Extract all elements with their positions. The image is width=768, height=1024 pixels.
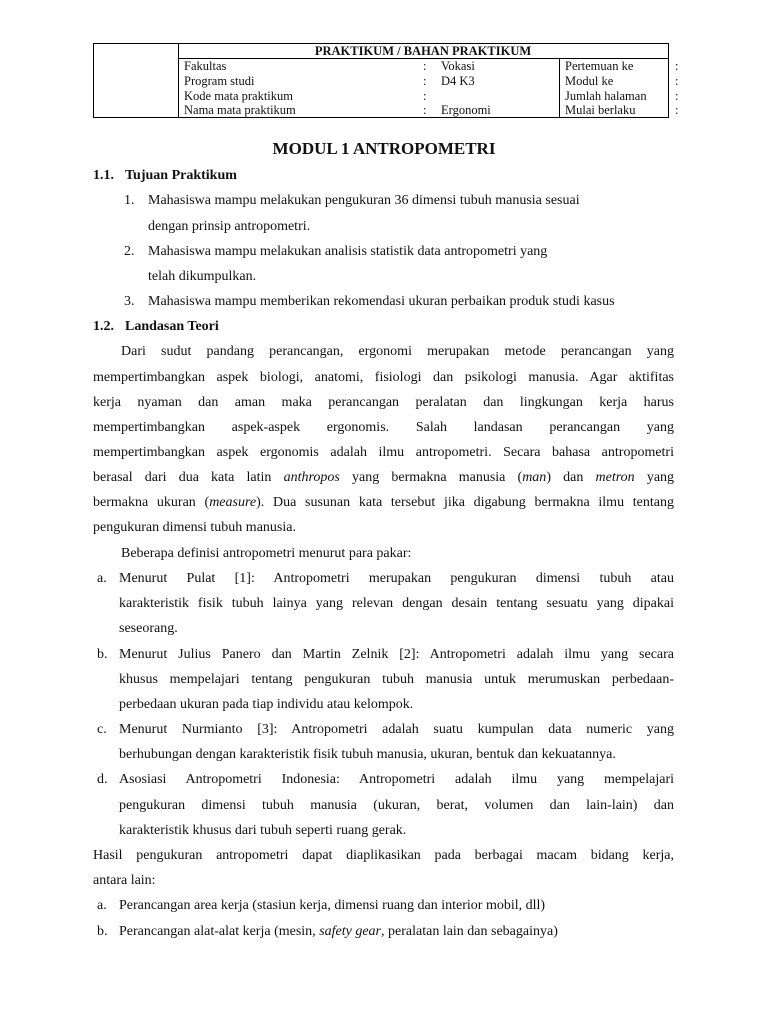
list-item-line: perbedaan ukuran pada tiap individu atau kelompok. [119, 697, 414, 712]
list-marker: 3. [124, 294, 135, 309]
header-left-column [178, 59, 560, 117]
list-marker: b. [97, 924, 108, 939]
list-item-line: seseorang. [119, 621, 178, 636]
list-item-line: telah dikumpulkan. [148, 269, 257, 284]
header-row-program-studi: Program studi : D4 K3 [184, 74, 475, 88]
module-title: MODUL 1 ANTROPOMETRI [272, 139, 496, 158]
paragraph-line: antara lain: [93, 873, 156, 888]
header-row-pertemuan: Pertemuan ke : [565, 59, 679, 73]
header-row-modul: Modul ke : [565, 74, 679, 88]
list-marker: c. [97, 722, 107, 737]
list-item-line: khusus mempelajari tentang pengukuran tubuh manusia untuk merumuskan perbedaan- [119, 672, 674, 687]
list-item-line: Menurut Nurmianto [3]: Antropometri adalah suatu kumpulan data numeric yang [119, 722, 674, 737]
paragraph-line: mempertimbangkan aspek biologi, anatomi, fisiologi dan psikologi manusia. Agar aktifitas [93, 370, 674, 385]
paragraph-line: Dari sudut pandang perancangan, ergonomi merupakan metode perancangan yang [121, 344, 674, 359]
header-row-kode: Kode mata praktikum : [184, 89, 427, 103]
list-marker: b. [97, 647, 108, 662]
paragraph-line-mixed: berasal dari dua kata latin anthropos yang bermakna manusia (man) dan metron yang [93, 470, 675, 485]
list-marker: a. [97, 898, 107, 913]
list-item-line: berhubungan dengan karakteristik fisik tubuh manusia, ukuran, bentuk dan kekuatannya. [119, 747, 616, 762]
list-item-line: Asosiasi Antropometri Indonesia: Antropometri adalah ilmu yang mempelajari [119, 772, 674, 787]
header-row-mulai: Mulai berlaku : [565, 103, 679, 117]
paragraph-line: kerja nyaman dan aman maka perancangan peralatan dan lingkungan kerja harus [93, 395, 674, 410]
list-item-line: Perancangan area kerja (stasiun kerja, dimensi ruang dan interior mobil, dll) [119, 898, 546, 913]
header-row-nama: Nama mata praktikum : Ergonomi [184, 103, 491, 117]
paragraph-line: mempertimbangkan aspek ergonomis adalah ilmu antropometri. Secara bahasa antropometri [93, 445, 674, 460]
paragraph-line: pengukuran dimensi tubuh manusia. [93, 520, 296, 535]
list-marker: a. [97, 571, 107, 586]
list-marker: d. [97, 772, 108, 787]
header-table [93, 43, 679, 118]
paragraph-line: Beberapa definisi antropometri menurut para pakar: [121, 546, 412, 561]
section-heading-tujuan: 1.1. Tujuan Praktikum [93, 168, 237, 183]
list-item-line: Menurut Julius Panero dan Martin Zelnik [2]: Antropometri adalah ilmu yang secara [119, 647, 674, 662]
header-row-fakultas: Fakultas : Vokasi [184, 59, 475, 73]
list-item-line: karakteristik fisik tubuh lainya yang relevan dengan desain tentang sesuatu yang dipakai [119, 596, 674, 611]
list-item-line-mixed: Perancangan alat-alat kerja (mesin, safety gear, peralatan lain dan sebagainya) [119, 924, 558, 939]
list-marker: 2. [124, 244, 135, 259]
logo-cell [94, 44, 179, 117]
header-right-column [560, 59, 679, 117]
paragraph-line: Hasil pengukuran antropometri dapat diaplikasikan pada berbagai macam bidang kerja, [93, 848, 674, 863]
list-item-line: karakteristik khusus dari tubuh seperti ruang gerak. [119, 823, 407, 838]
paragraph-line-mixed: bermakna ukuran (measure). Dua susunan kata tersebut jika digabung bermakna ilmu tentang [93, 495, 675, 510]
header-row-jumlah: Jumlah halaman : [565, 89, 679, 103]
paragraph-line: mempertimbangkan aspek-aspek ergonomis. Salah landasan perancangan yang [93, 420, 674, 435]
section-heading-landasan: 1.2. Landasan Teori [93, 319, 219, 334]
list-item-line: Mahasiswa mampu melakukan pengukuran 36 dimensi tubuh manusia sesuai [148, 193, 580, 208]
list-item-line: Menurut Pulat [1]: Antropometri merupakan pengukuran dimensi tubuh atau [119, 571, 674, 586]
list-item-line: Mahasiswa mampu memberikan rekomendasi ukuran perbaikan produk studi kasus [148, 294, 615, 309]
list-item-line: dengan prinsip antropometri. [148, 219, 311, 234]
header-title: PRAKTIKUM / BAHAN PRAKTIKUM [178, 44, 668, 59]
list-item-line: pengukuran dimensi tubuh manusia (ukuran, berat, volumen dan lain-lain) dan [119, 798, 674, 813]
list-marker: 1. [124, 193, 135, 208]
list-item-line: Mahasiswa mampu melakukan analisis statistik data antropometri yang [148, 244, 548, 259]
